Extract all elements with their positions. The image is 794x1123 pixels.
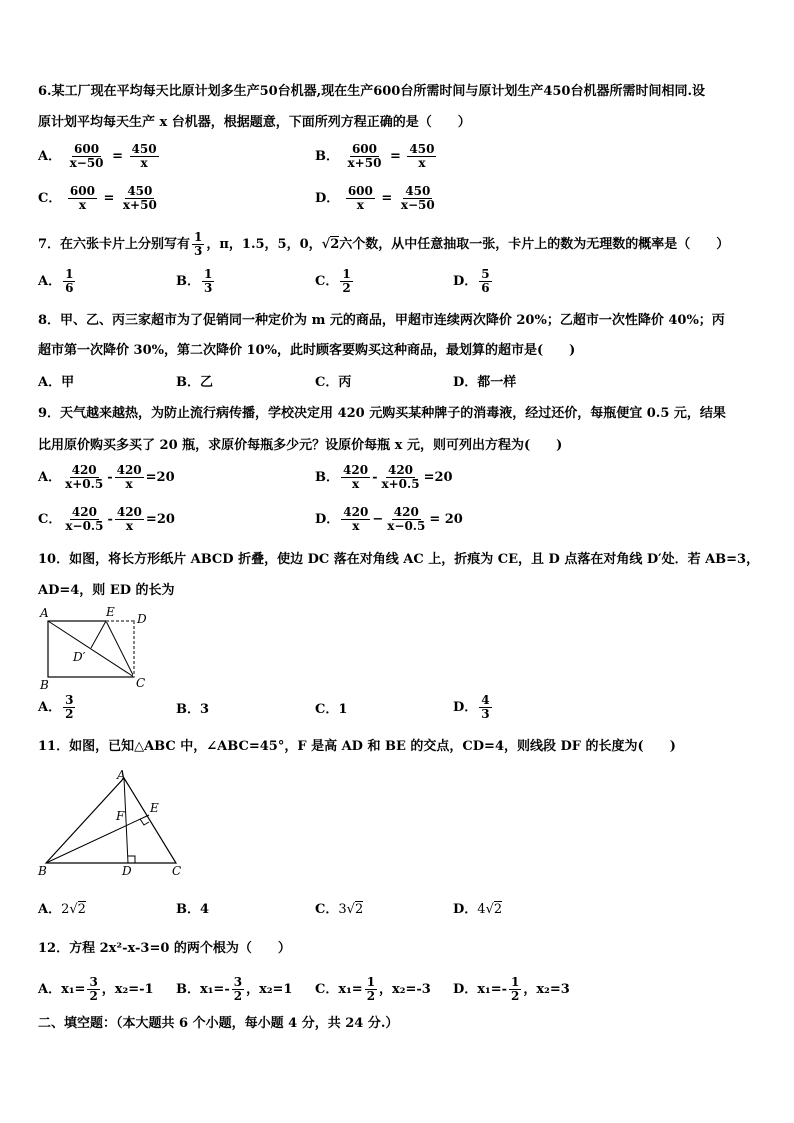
label-d: D: [122, 864, 132, 878]
altitude-ad: [124, 778, 128, 863]
q9-option-d[interactable]: D． $\frac{420}{x}$ − $\frac{420}{x-0.5}$ = 20: [315, 505, 463, 533]
label-c: C: [136, 676, 146, 690]
label-b: B: [38, 864, 47, 878]
q10-option-c[interactable]: C．1: [315, 702, 348, 717]
q12-option-b[interactable]: B．x₁=- $\frac{3}{2}$ ，x₂=1: [176, 975, 293, 1003]
q10-rectangle-figure: [36, 603, 156, 691]
q7-option-d[interactable]: D． $\frac{5}{6}$: [453, 267, 490, 295]
q11-option-a[interactable]: A．2√2: [38, 902, 86, 917]
label-f: F: [116, 809, 125, 823]
triangle-abc: [46, 778, 176, 863]
diagonal-ac: [48, 621, 134, 677]
q9-stem-line2: 比用原价购买多买了 20 瓶，求原价每瓶多少元？设原价每瓶 x 元，则可列出方程为( ): [38, 438, 563, 453]
q8-option-a[interactable]: A．甲: [38, 375, 75, 390]
q7-option-a[interactable]: A． $\frac{1}{6}$: [38, 267, 74, 295]
q12-option-d[interactable]: D．x₁=- $\frac{1}{2}$ ，x₂=3: [453, 975, 570, 1003]
q10-option-a[interactable]: A． $\frac{3}{2}$: [38, 693, 74, 721]
q6-option-c[interactable]: C． $\frac{600}{x}$ = $\frac{450}{x+50}$: [38, 184, 157, 212]
label-a: A: [40, 606, 49, 620]
q8-option-d[interactable]: D．都一样: [453, 375, 517, 390]
label-a: A: [117, 768, 126, 782]
q6-stem-line2: 原计划平均每天生产 x 台机器，根据题意，下面所列方程正确的是（ ）: [38, 115, 471, 130]
q9-option-c[interactable]: C． $\frac{420}{x-0.5}$ - $\frac{420}{x}$ =20: [38, 505, 175, 533]
q8-stem-line2: 超市第一次降价 30%，第二次降价 10%，此时顾客要购买这种商品，最划算的超市是( ): [38, 343, 576, 358]
q11-stem: 11．如图，已知△ABC 中，∠ABC=45°，F 是高 AD 和 BE 的交点，CD=4，则线段 DF 的长度为( ): [38, 739, 676, 754]
q11-triangle-figure: [36, 768, 196, 878]
q7-option-c[interactable]: C． $\frac{1}{2}$: [315, 267, 351, 295]
q9-option-b[interactable]: B． $\frac{420}{x}$ - $\frac{420}{x+0.5}$ =20: [315, 463, 453, 491]
q6-option-a[interactable]: A． $\frac{600}{x-50}$ = $\frac{450}{x}$: [38, 142, 157, 170]
q10-stem-line1: 10．如图，将长方形纸片 ABCD 折叠，使边 DC 落在对角线 AC 上，折痕为 CE，且 D 点落在对角线 D′处．若 AB=3，: [38, 552, 760, 567]
q12-stem: 12．方程 2x²-x-3=0 的两个根为（ ）: [38, 941, 291, 956]
q12-option-c[interactable]: C．x₁= $\frac{1}{2}$ ，x₂=-3: [315, 975, 431, 1003]
q11-option-d[interactable]: D．4√2: [453, 902, 503, 917]
q10-option-b[interactable]: B．3: [176, 702, 210, 717]
q9-option-a[interactable]: A． $\frac{420}{x+0.5}$ - $\frac{420}{x}$ =20: [38, 463, 175, 491]
q6-option-d[interactable]: D． $\frac{600}{x}$ = $\frac{450}{x-50}$: [315, 184, 435, 212]
q12-option-a[interactable]: A．x₁= $\frac{3}{2}$ ，x₂=-1: [38, 975, 154, 1003]
label-d-prime: D′: [73, 650, 86, 664]
q7-option-b[interactable]: B． $\frac{1}{3}$: [176, 267, 213, 295]
q10-stem-line2: AD=4，则 ED 的长为: [38, 583, 175, 598]
label-c: C: [172, 864, 182, 878]
section-heading-fill-in: 二、填空题：（本大题共 6 个小题，每小题 4 分，共 24 分.）: [38, 1016, 399, 1031]
q8-option-c[interactable]: C．丙: [315, 375, 352, 390]
q6-option-b[interactable]: B． $\frac{600}{x+50}$ = $\frac{450}{x}$: [315, 142, 435, 170]
q7-stem: 7．在六张卡片上分别写有 $\frac{1}{3}$ ，π，1.5，5，0，√2六个数，从中任意抽取一张，卡片上的数为无理数的概率是（ ）: [38, 230, 730, 258]
q11-option-b[interactable]: B．4: [176, 902, 210, 917]
label-e: E: [106, 605, 115, 619]
q8-stem-line1: 8．甲、乙、丙三家超市为了促销同一种定价为 m 元的商品，甲超市连续两次降价 20%；乙超市一次性降价 40%；丙: [38, 313, 725, 328]
q10-option-d[interactable]: D． $\frac{4}{3}$: [453, 693, 490, 721]
q6-stem-line1: 6.某工厂现在平均每天比原计划多生产50台机器,现在生产600台所需时间与原计划生产450台机器所需时间相同.设: [38, 84, 705, 99]
label-e: E: [150, 801, 159, 815]
fold-line-ce: [106, 621, 134, 677]
q11-option-c[interactable]: C．3√2: [315, 902, 364, 917]
q8-option-b[interactable]: B．乙: [176, 375, 213, 390]
q9-stem-line1: 9．天气越来越热，为防止流行病传播，学校决定用 420 元购买某种牌子的消毒液，经过还价，每瓶便宜 0.5 元，结果: [38, 406, 726, 421]
label-d: D: [137, 612, 147, 626]
label-b: B: [40, 678, 49, 691]
segment-ed: [91, 621, 106, 648]
